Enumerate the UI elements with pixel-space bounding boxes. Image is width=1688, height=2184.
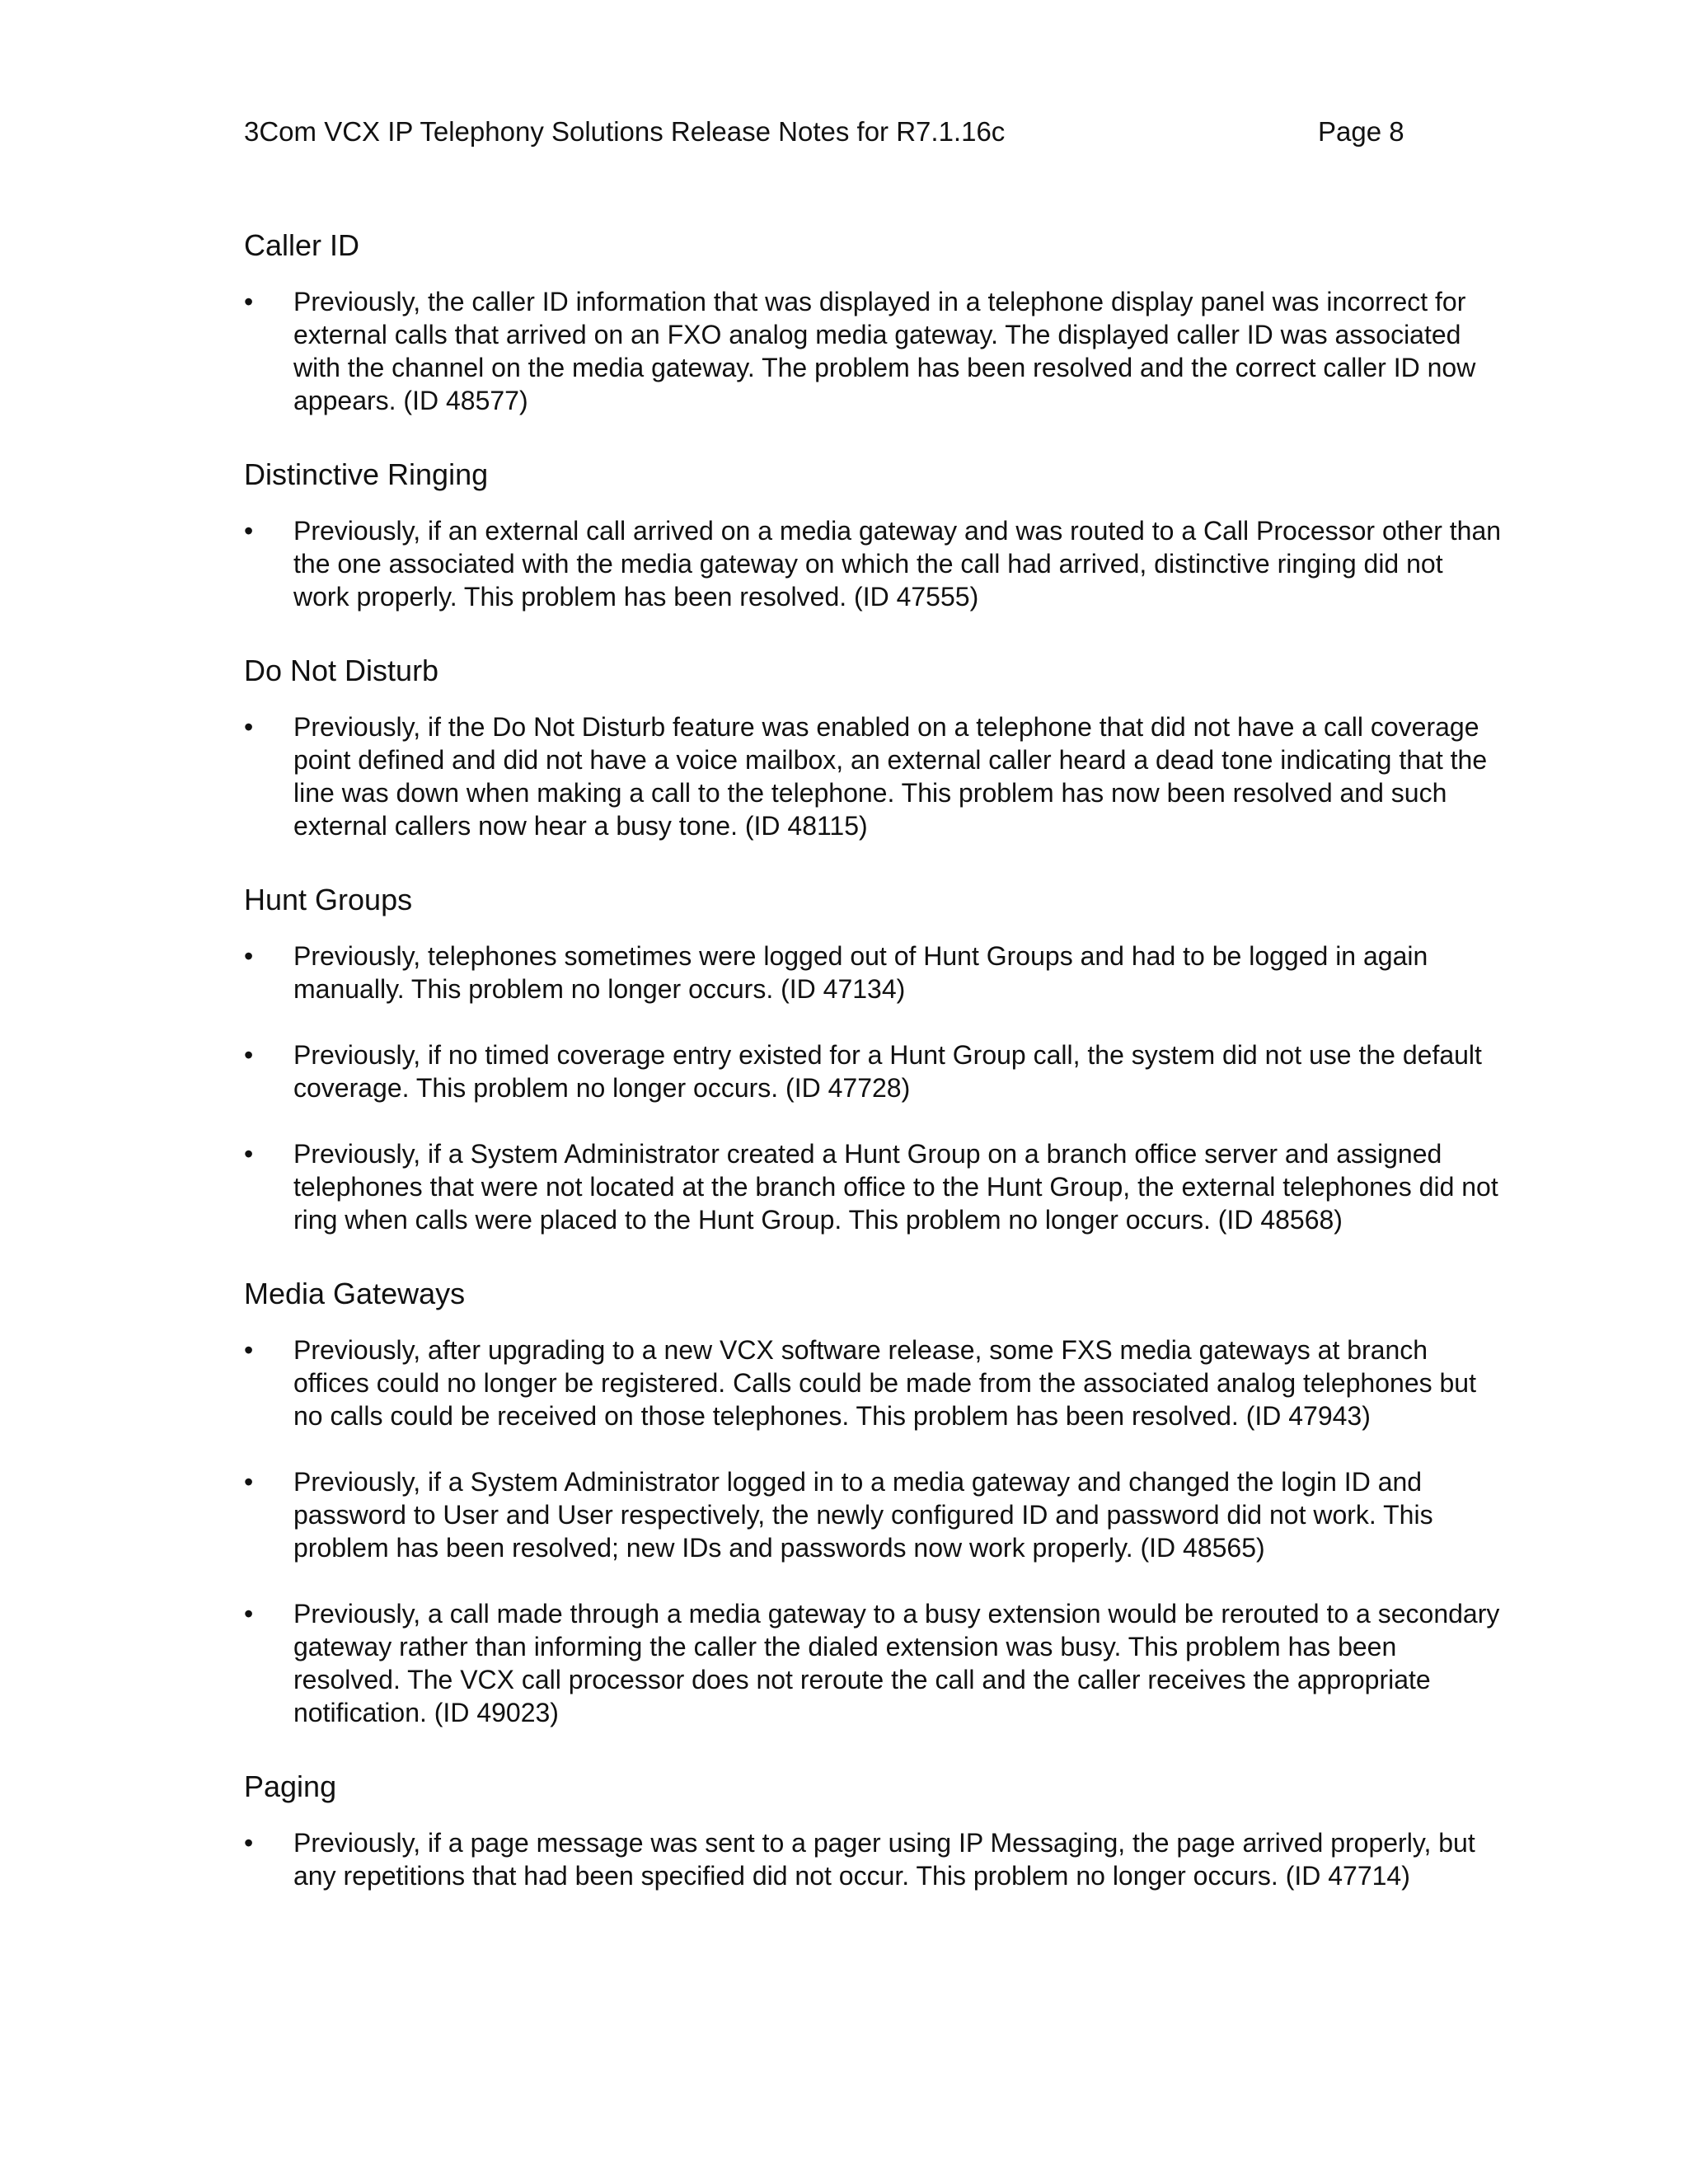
list-item [244,710,1505,842]
section-hunt-groups [244,882,1505,1236]
list-item [244,1333,1505,1432]
bullet-icon: • [244,287,254,316]
section-media-gateways [244,1276,1505,1729]
list-item-text: Previously, a call made through a media gateway to a busy extension would be rerouted to a secondary gateway rather than informing the caller the dialed extension was busy. This problem has been resolved. The VCX call processor does not reroute the call and the caller receives the appropriate notification. (ID 49023) [293,1599,1500,1727]
section-heading: Caller ID [244,228,360,262]
section-heading: Media Gateways [244,1277,466,1310]
list-item-text: Previously, if an external call arrived on a media gateway and was routed to a Call Processor other than the one associated with the media gateway on which the call had arrived, distinctive ringing did not work properly. This problem has been resolved. (ID 47555) [293,516,1502,612]
list-item-text: Previously, if no timed coverage entry existed for a Hunt Group call, the system did not use the default coverage. This problem no longer occurs. (ID 47728) [293,1040,1482,1103]
bullet-list [244,1826,1505,1892]
list-item-text: Previously, telephones sometimes were logged out of Hunt Groups and had to be logged in again manually. This problem no longer occurs. (ID 47134) [293,941,1428,1004]
section-paging [244,1769,1505,1892]
page-number: Page 8 [1318,116,1404,147]
list-item-text: Previously, if a System Administrator created a Hunt Group on a branch office server and assigned telephones that were not located at the branch office to the Hunt Group, the external telephones did not ring when calls were placed to the Hunt Group. This problem no longer occurs. (ID 48568) [293,1139,1498,1235]
list-item-text: Previously, if a page message was sent to a pager using IP Messaging, the page arrived properly, but any repetitions that had been specified did not occur. This problem no longer occurs. (ID 47714) [293,1828,1475,1891]
list-item [244,514,1505,613]
list-item [244,1137,1505,1236]
bullet-icon: • [244,1139,254,1169]
list-item [244,1038,1505,1104]
bullet-icon: • [244,1040,254,1070]
bullet-icon: • [244,1335,254,1365]
bullet-icon: • [244,1828,254,1858]
bullet-icon: • [244,712,254,742]
bullet-list [244,285,1505,417]
bullet-list [244,710,1505,842]
section-distinctive-ringing [244,457,1505,613]
section-heading: Paging [244,1769,337,1803]
list-item-text: Previously, after upgrading to a new VCX software release, some FXS media gateways at branch offices could no longer be registered. Calls could be made from the associated analog telephones but no calls could be received on those telephones. This problem has been resolved. (ID 47943) [293,1335,1476,1431]
list-item [244,1597,1505,1729]
list-item [244,1826,1505,1892]
list-item-text: Previously, if the Do Not Disturb feature was enabled on a telephone that did not have a call coverage point defined and did not have a voice mailbox, an external caller heard a dead tone indicating that the line was down when making a call to the telephone. This problem has now been resolved and such external callers now hear a busy tone. (ID 48115) [293,712,1488,841]
list-item-text: Previously, the caller ID information that was displayed in a telephone display panel was incorrect for external calls that arrived on an FXO analog media gateway. The displayed caller ID was associated with the channel on the media gateway. The problem has been resolved and the correct caller ID now appears. (ID 48577) [293,287,1476,415]
bullet-icon: • [244,941,254,971]
bullet-list [244,1333,1505,1729]
header-title: 3Com VCX IP Telephony Solutions Release Notes for R7.1.16c [244,116,1006,147]
section-heading: Hunt Groups [244,883,413,916]
bullet-list [244,940,1505,1236]
section-do-not-disturb [244,653,1505,842]
list-item [244,940,1505,1005]
bullet-icon: • [244,1467,254,1497]
bullet-list [244,514,1505,613]
section-heading: Do Not Disturb [244,654,439,687]
section-heading: Distinctive Ringing [244,457,489,491]
section-caller-id [244,227,1505,417]
list-item [244,1465,1505,1564]
bullet-icon: • [244,1599,254,1629]
list-item-text: Previously, if a System Administrator logged in to a media gateway and changed the login ID and password to User and User respectively, the newly configured ID and password did not work. This problem has been resolved; new IDs and passwords now work properly. (ID 48565) [293,1467,1433,1563]
list-item [244,285,1505,417]
release-notes-content [244,227,1505,1892]
bullet-icon: • [244,516,254,546]
